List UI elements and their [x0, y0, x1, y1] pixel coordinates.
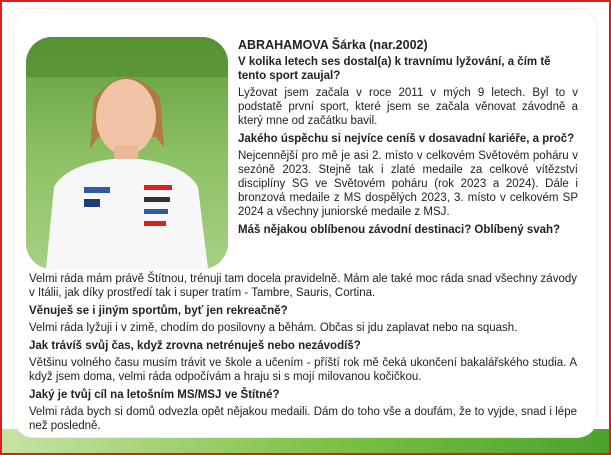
answer: Lyžovat jsem začala v roce 2011 v mých 9 letech. Byl to v podstatě první sport, které jsem se začala věnovat závodně a který mne od začátku bavil.: [238, 87, 578, 127]
answer: Velmi ráda bych si domů odvezla opět nějakou medaili. Dám do toho vše a doufám, že to vyjde, snad i lépe než posledně.: [29, 406, 577, 432]
question: Jak trávíš svůj čas, když zrovna netrénuješ nebo nezávodíš?: [29, 340, 361, 352]
answer: Velmi ráda lyžuji i v zimě, chodím do posilovny a běhám. Občas si jdu zaplavat nebo na squash.: [29, 322, 518, 334]
bottom-section: [29, 272, 577, 437]
athlete-photo: [26, 37, 228, 269]
question: Věnuješ se i jiným sportům, byť jen rekreačně?: [29, 305, 288, 317]
question: Jaký je tvůj cíl na letošním MS/MSJ ve Štítné?: [29, 389, 280, 401]
answer: Nejcennější pro mě je asi 2. místo v celkovém Světovém poháru v sezóně 2023. Stejně tak i zlaté medaile za celkové vítězství disciplíny SG ve Světovém poháru (rok 2023 a 2024). Dále i bronzová medaile z MS dospělých 2023, 3. místo v celkovém SP 2024 a všechny juniorské medaile z MSJ.: [238, 150, 578, 218]
right-column: [238, 38, 578, 240]
question: Jakého úspěchu si nejvíce ceníš v dosavadní kariéře, a proč?: [238, 133, 575, 145]
answer: Většinu volného času musím trávit ve škole a učením - příští rok mě čeká ukončení bakalářského studia. A když jsem doma, velmi ráda odpočívám a hraju si s mojí milovanou kočičkou.: [29, 357, 577, 383]
answer: Velmi ráda mám právě Štítnou, trénuji tam docela pravidelně. Mám ale také moc ráda snad všechny závody v Itálii, jak díky prostředí tak i super tratím - Tambre, Sauris, Cortina.: [29, 273, 577, 299]
question: Máš nějakou oblíbenou závodní destinaci? Oblíbený svah?: [238, 224, 561, 236]
athlete-name: ABRAHAMOVA Šárka (nar.2002): [238, 38, 428, 52]
question: V kolika letech ses dostal(a) k travnímu lyžování, a čím tě tento sport zaujal?: [238, 56, 551, 82]
